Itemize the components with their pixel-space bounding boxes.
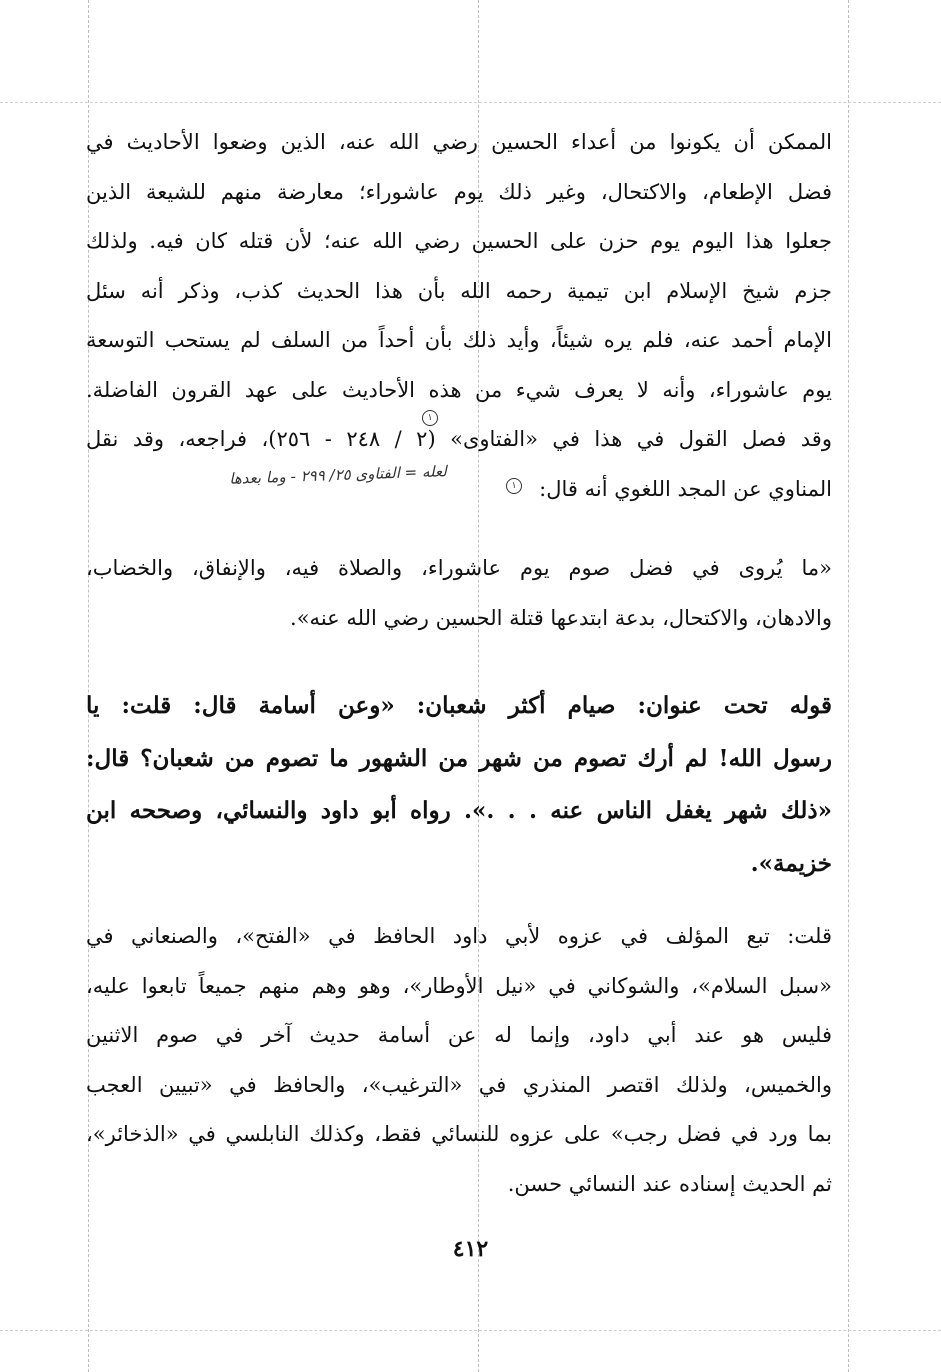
text-line: جعلوا هذا اليوم يوم حزن على الحسين رضي الله عنه؛ لأن قتله كان فيه. ولذلك	[86, 229, 832, 253]
text-line: «سبل السلام»، والشوكاني في «نيل الأوطار»، وهو وهم منهم جميعاً تابعوا عليه،	[86, 973, 832, 998]
paragraph-1	[86, 118, 832, 514]
text-line: الممكن أن يكونوا من أعداء الحسين رضي الله عنه، الذين وضعوا الأحاديث في	[86, 130, 832, 154]
footnote-marker: ١	[422, 410, 438, 426]
text-line: ثم الحديث إسناده عند النسائي حسن.	[507, 1171, 832, 1196]
handwritten-annotation: لعله = الفتاوى ٢٥/ ٢٩٩ - وما بعدها	[228, 462, 448, 488]
text-line: فضل الإطعام، والاكتحال، وغير ذلك يوم عاشوراء؛ معارضة منهم للشيعة الذين	[86, 179, 832, 204]
text-line: قلت: تبع المؤلف في عزوه لأبي داود الحافظ في «الفتح»، والصنعاني في	[86, 924, 832, 948]
text-line: «ذلك شهر يغفل الناس عنه . . .». رواه أبو داود والنسائي، وصححه ابن	[86, 797, 832, 824]
text-line: جزم شيخ الإسلام ابن تيمية رحمه الله بأن هذا الحديث كذب، وذكر أنه سئل	[86, 278, 832, 303]
text-line: المناوي عن المجد اللغوي أنه قال:	[539, 476, 832, 501]
text-line: يوم عاشوراء، وأنه لا يعرف شيء من هذه الأحاديث على عهد القرون الفاضلة.	[86, 377, 832, 402]
text-line: والخميس، ولذلك اقتصر المنذري في «الترغيب»، والحافظ في «تبيين العجب	[86, 1072, 832, 1097]
text-line: فليس هو عند أبي داود، وإنما له عن أسامة حديث آخر في صوم الاثنين	[86, 1023, 832, 1047]
margin-guide-bottom	[0, 1330, 941, 1331]
quote-paragraph	[86, 544, 832, 643]
text-line: بما ورد في فضل رجب» على عزوه للنسائي فقط، وكذلك النابلسي في «الذخائر»،	[86, 1122, 832, 1146]
text-line: والادهان، والاكتحال، بدعة ابتدعها قتلة الحسين رضي الله عنه».	[290, 605, 832, 630]
footnote-marker: ١	[506, 478, 522, 494]
margin-guide-right	[848, 0, 849, 1372]
text-line: الإمام أحمد عنه، فلم يره شيئاً، وأيد ذلك بأن أحداً من السلف لم يستحب التوسعة	[86, 328, 832, 352]
margin-guide-top	[0, 102, 941, 103]
text-line: رسول الله! لم أرك تصوم من شهر من الشهور ما تصوم من شعبان؟ قال:	[86, 744, 832, 772]
text-line: «ما يُروى في فضل صوم يوم عاشوراء، والصلاة فيه، والإنفاق، والخضاب،	[86, 556, 832, 580]
page-number: ٤١٢	[452, 1236, 489, 1262]
text-line: وقد فصل القول في هذا في «الفتاوى» (٢ / ٢٤٨ - ٢٥٦)، فراجعه، وقد نقل	[86, 427, 832, 451]
bold-paragraph	[86, 680, 832, 890]
text-line: قوله تحت عنوان: صيام أكثر شعبان: «وعن أسامة قال: قلت: يا	[86, 692, 832, 719]
final-paragraph	[86, 912, 832, 1209]
text-line: خزيمة».	[750, 849, 832, 877]
